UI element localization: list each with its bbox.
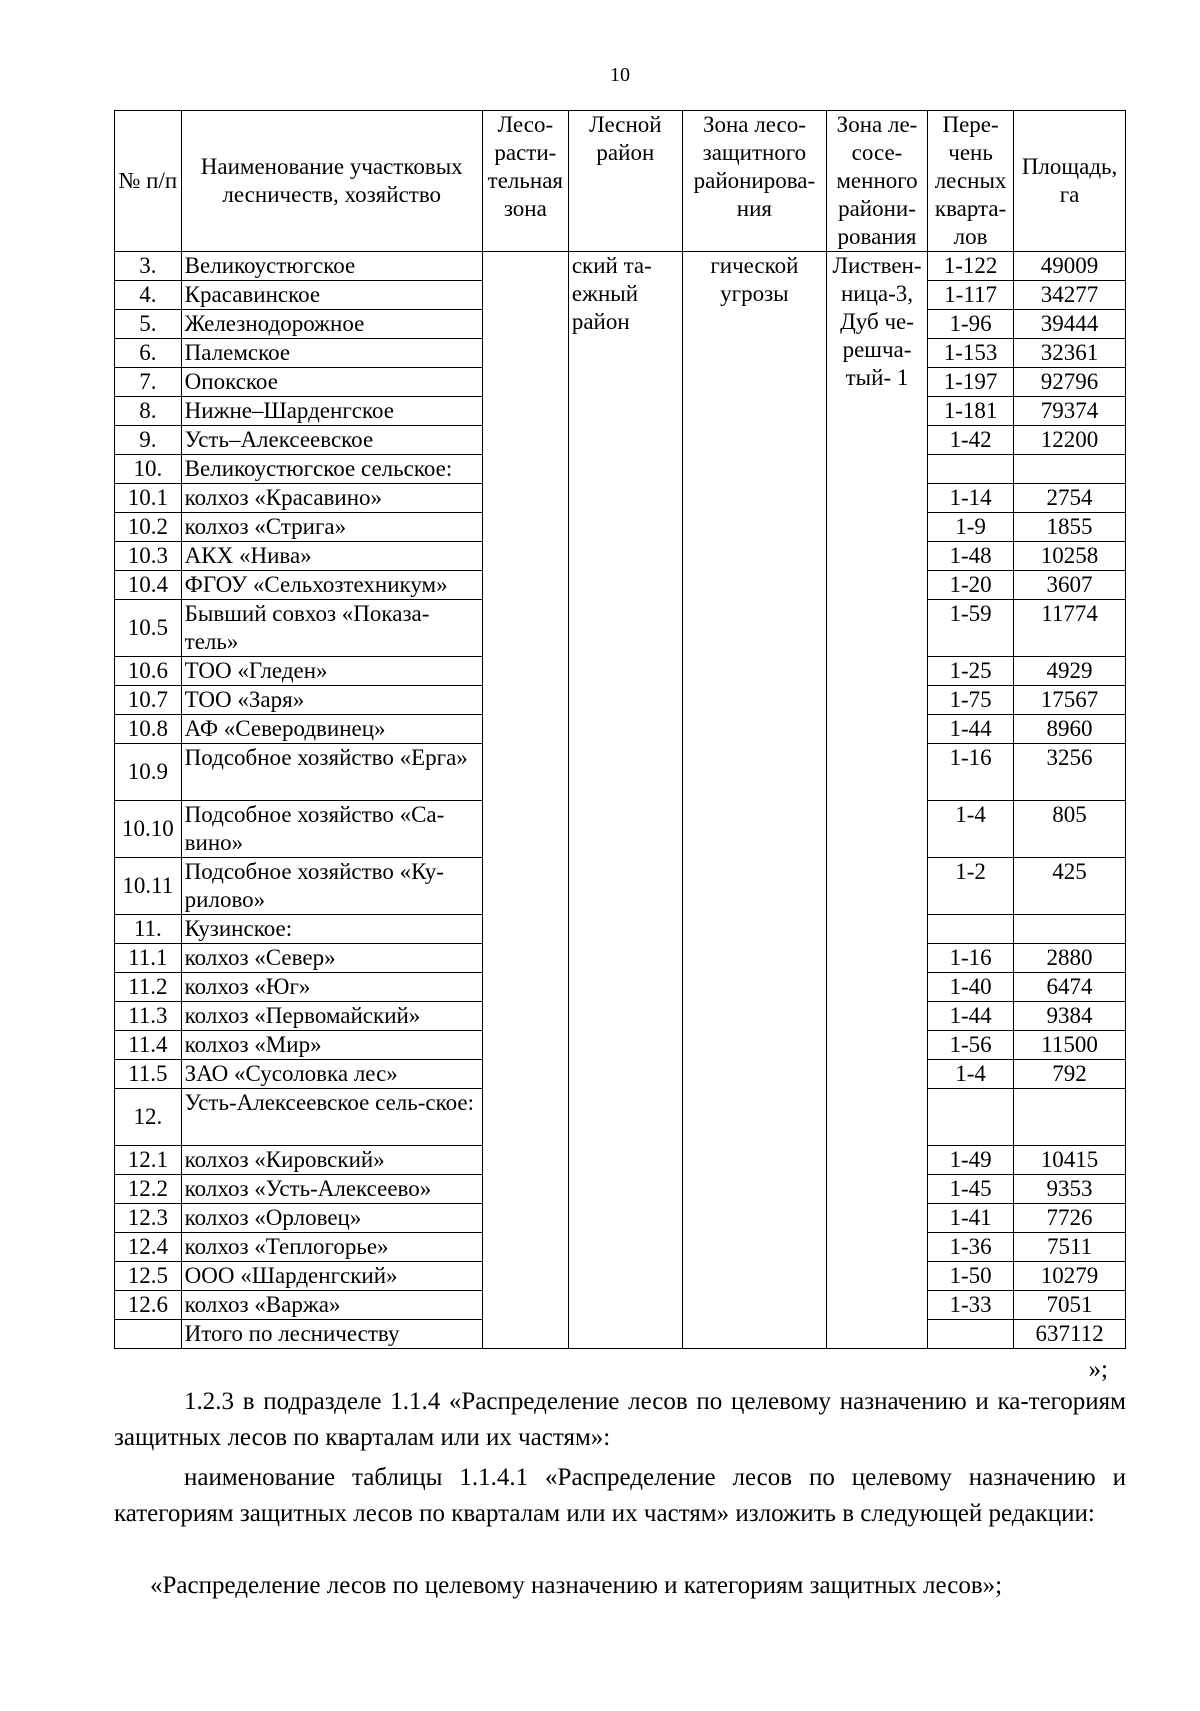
row-area: 7511 bbox=[1014, 1233, 1126, 1262]
row-num: 8. bbox=[115, 397, 182, 426]
table-header-row bbox=[115, 111, 1126, 252]
header-quarters: Пере-чень лесных кварта-лов bbox=[928, 111, 1014, 252]
row-area: 6474 bbox=[1014, 973, 1126, 1002]
row-name: АФ «Северодвинец» bbox=[181, 715, 482, 744]
row-quarters bbox=[928, 455, 1014, 484]
row-area: 8960 bbox=[1014, 715, 1126, 744]
row-num: 10.5 bbox=[115, 600, 182, 657]
row-quarters: 1-4 bbox=[928, 801, 1014, 858]
row-num: 10.9 bbox=[115, 744, 182, 801]
row-name: Кузинское: bbox=[181, 915, 482, 944]
row-quarters: 1-40 bbox=[928, 973, 1014, 1002]
row-num: 12.4 bbox=[115, 1233, 182, 1262]
row-quarters: 1-181 bbox=[928, 397, 1014, 426]
merged-seed-zone: Листвен-ница-3, Дуб че-решча-тый- 1 bbox=[826, 252, 927, 1349]
row-name: ЗАО «Сусоловка лес» bbox=[181, 1060, 482, 1089]
row-num: 6. bbox=[115, 339, 182, 368]
row-quarters: 1-2 bbox=[928, 858, 1014, 915]
row-area: 7726 bbox=[1014, 1204, 1126, 1233]
row-quarters: 1-122 bbox=[928, 252, 1014, 281]
row-num: 10.4 bbox=[115, 571, 182, 600]
row-area: 10415 bbox=[1014, 1146, 1126, 1175]
row-name: Великоустюгское сельское: bbox=[181, 455, 482, 484]
row-quarters: 1-59 bbox=[928, 600, 1014, 657]
row-num: 4. bbox=[115, 281, 182, 310]
row-quarters: 1-4 bbox=[928, 1060, 1014, 1089]
row-quarters: 1-96 bbox=[928, 310, 1014, 339]
row-quarters: 1-56 bbox=[928, 1031, 1014, 1060]
row-name: колхоз «Север» bbox=[181, 944, 482, 973]
row-num: 12.3 bbox=[115, 1204, 182, 1233]
row-num: 10.7 bbox=[115, 686, 182, 715]
row-num: 10.2 bbox=[115, 513, 182, 542]
row-area: 34277 bbox=[1014, 281, 1126, 310]
row-quarters bbox=[928, 1089, 1014, 1146]
row-quarters: 1-36 bbox=[928, 1233, 1014, 1262]
row-quarters bbox=[928, 915, 1014, 944]
paragraph-3: «Распределение лесов по целевому назначению и категориям защитных лесов»; bbox=[150, 1572, 1003, 1599]
row-name: Красавинское bbox=[181, 281, 482, 310]
row-num: 12. bbox=[115, 1089, 182, 1146]
row-area: 10279 bbox=[1014, 1262, 1126, 1291]
row-area: 7051 bbox=[1014, 1291, 1126, 1320]
closing-quote: »; bbox=[1088, 1356, 1108, 1383]
row-num: 10. bbox=[115, 455, 182, 484]
header-num: № п/п bbox=[115, 111, 182, 252]
row-quarters: 1-16 bbox=[928, 944, 1014, 973]
row-area: 79374 bbox=[1014, 397, 1126, 426]
row-quarters: 1-197 bbox=[928, 368, 1014, 397]
row-num: 11.4 bbox=[115, 1031, 182, 1060]
row-name: ТОО «Заря» bbox=[181, 686, 482, 715]
row-num: 10.11 bbox=[115, 858, 182, 915]
row-num: 10.8 bbox=[115, 715, 182, 744]
row-area: 92796 bbox=[1014, 368, 1126, 397]
row-name: Опокское bbox=[181, 368, 482, 397]
row-quarters: 1-48 bbox=[928, 542, 1014, 571]
row-quarters: 1-9 bbox=[928, 513, 1014, 542]
row-area: 792 bbox=[1014, 1060, 1126, 1089]
row-area bbox=[1014, 915, 1126, 944]
row-quarters: 1-117 bbox=[928, 281, 1014, 310]
page-number: 10 bbox=[610, 64, 630, 86]
row-name: Великоустюгское bbox=[181, 252, 482, 281]
table-body bbox=[115, 252, 1126, 1349]
row-quarters bbox=[928, 1320, 1014, 1349]
row-area: 1855 bbox=[1014, 513, 1126, 542]
row-name: колхоз «Варжа» bbox=[181, 1291, 482, 1320]
row-name: Железнодорожное bbox=[181, 310, 482, 339]
row-name: Палемское bbox=[181, 339, 482, 368]
row-quarters: 1-41 bbox=[928, 1204, 1014, 1233]
row-name: колхоз «Мир» bbox=[181, 1031, 482, 1060]
row-name: АКХ «Нива» bbox=[181, 542, 482, 571]
row-name: ТОО «Гледен» bbox=[181, 657, 482, 686]
header-protection-zone: Зона лесо-защитного районирова-ния bbox=[682, 111, 826, 252]
row-area: 3607 bbox=[1014, 571, 1126, 600]
row-area: 39444 bbox=[1014, 310, 1126, 339]
row-quarters: 1-44 bbox=[928, 1002, 1014, 1031]
row-num: 11.3 bbox=[115, 1002, 182, 1031]
row-num: 11.5 bbox=[115, 1060, 182, 1089]
row-area: 2880 bbox=[1014, 944, 1126, 973]
row-num: 11.2 bbox=[115, 973, 182, 1002]
row-area: 32361 bbox=[1014, 339, 1126, 368]
row-area: 10258 bbox=[1014, 542, 1126, 571]
row-quarters: 1-20 bbox=[928, 571, 1014, 600]
row-name: колхоз «Красавино» bbox=[181, 484, 482, 513]
row-name: колхоз «Усть-Алексеево» bbox=[181, 1175, 482, 1204]
row-quarters: 1-44 bbox=[928, 715, 1014, 744]
merged-protection-zone: гической угрозы bbox=[682, 252, 826, 1349]
row-name: колхоз «Кировский» bbox=[181, 1146, 482, 1175]
header-seed-zone: Зона ле-сосе-менного райони-рования bbox=[826, 111, 927, 252]
row-quarters: 1-75 bbox=[928, 686, 1014, 715]
row-area: 3256 bbox=[1014, 744, 1126, 801]
row-name: Усть-Алексеевское сель-ское: bbox=[181, 1089, 482, 1146]
row-name: колхоз «Орловец» bbox=[181, 1204, 482, 1233]
row-area: 12200 bbox=[1014, 426, 1126, 455]
row-area: 805 bbox=[1014, 801, 1126, 858]
row-area: 9384 bbox=[1014, 1002, 1126, 1031]
row-quarters: 1-153 bbox=[928, 339, 1014, 368]
row-name: Усть–Алексеевское bbox=[181, 426, 482, 455]
row-num: 10.1 bbox=[115, 484, 182, 513]
paragraph-2: наименование таблицы 1.1.4.1 «Распределение лесов по целевому назначению и категориям защитных лесов по кварталам или их частям» изложить в следующей редакции: bbox=[114, 1464, 1126, 1527]
row-num: 10.10 bbox=[115, 801, 182, 858]
row-area: 11500 bbox=[1014, 1031, 1126, 1060]
row-name: Подсобное хозяйство «Ку-рилово» bbox=[181, 858, 482, 915]
row-quarters: 1-25 bbox=[928, 657, 1014, 686]
row-quarters: 1-50 bbox=[928, 1262, 1014, 1291]
row-num: 11.1 bbox=[115, 944, 182, 973]
row-num: 7. bbox=[115, 368, 182, 397]
row-quarters: 1-45 bbox=[928, 1175, 1014, 1204]
row-area: 17567 bbox=[1014, 686, 1126, 715]
row-num: 10.3 bbox=[115, 542, 182, 571]
row-name: ООО «Шарденгский» bbox=[181, 1262, 482, 1291]
row-num: 12.2 bbox=[115, 1175, 182, 1204]
row-num bbox=[115, 1320, 182, 1349]
row-name: Подсобное хозяйство «Са-вино» bbox=[181, 801, 482, 858]
row-quarters: 1-33 bbox=[928, 1291, 1014, 1320]
row-num: 12.1 bbox=[115, 1146, 182, 1175]
header-area: Площадь, га bbox=[1014, 111, 1126, 252]
row-name: Итого по лесничеству bbox=[181, 1320, 482, 1349]
table-row bbox=[115, 252, 1126, 281]
row-area: 425 bbox=[1014, 858, 1126, 915]
row-name: Подсобное хозяйство «Ерга» bbox=[181, 744, 482, 801]
row-num: 11. bbox=[115, 915, 182, 944]
row-num: 10.6 bbox=[115, 657, 182, 686]
row-area: 637112 bbox=[1014, 1320, 1126, 1349]
merged-district: ский та-ежный район bbox=[568, 252, 682, 1349]
row-area: 4929 bbox=[1014, 657, 1126, 686]
forestry-table bbox=[114, 110, 1126, 1349]
row-quarters: 1-14 bbox=[928, 484, 1014, 513]
row-area: 49009 bbox=[1014, 252, 1126, 281]
row-name: ФГОУ «Сельхозтехникум» bbox=[181, 571, 482, 600]
header-name: Наименование участковых лесничеств, хозяйство bbox=[181, 111, 482, 252]
paragraph-1: 1.2.3 в подразделе 1.1.4 «Распределение лесов по целевому назначению и ка-тегориям защитных лесов по кварталам или их частям»: bbox=[114, 1388, 1126, 1451]
row-area bbox=[1014, 455, 1126, 484]
row-num: 5. bbox=[115, 310, 182, 339]
row-name: колхоз «Стрига» bbox=[181, 513, 482, 542]
row-quarters: 1-16 bbox=[928, 744, 1014, 801]
row-area bbox=[1014, 1089, 1126, 1146]
row-num: 12.5 bbox=[115, 1262, 182, 1291]
header-zone: Лесо-расти-тельная зона bbox=[482, 111, 568, 252]
row-area: 2754 bbox=[1014, 484, 1126, 513]
header-district: Лесной район bbox=[568, 111, 682, 252]
row-num: 9. bbox=[115, 426, 182, 455]
row-num: 3. bbox=[115, 252, 182, 281]
row-name: Нижне–Шарденгское bbox=[181, 397, 482, 426]
merged-zone bbox=[482, 252, 568, 1349]
row-area: 9353 bbox=[1014, 1175, 1126, 1204]
row-num: 12.6 bbox=[115, 1291, 182, 1320]
row-name: колхоз «Первомайский» bbox=[181, 1002, 482, 1031]
row-quarters: 1-42 bbox=[928, 426, 1014, 455]
row-area: 11774 bbox=[1014, 600, 1126, 657]
row-name: колхоз «Теплогорье» bbox=[181, 1233, 482, 1262]
row-name: колхоз «Юг» bbox=[181, 973, 482, 1002]
row-quarters: 1-49 bbox=[928, 1146, 1014, 1175]
row-name: Бывший совхоз «Показа-тель» bbox=[181, 600, 482, 657]
